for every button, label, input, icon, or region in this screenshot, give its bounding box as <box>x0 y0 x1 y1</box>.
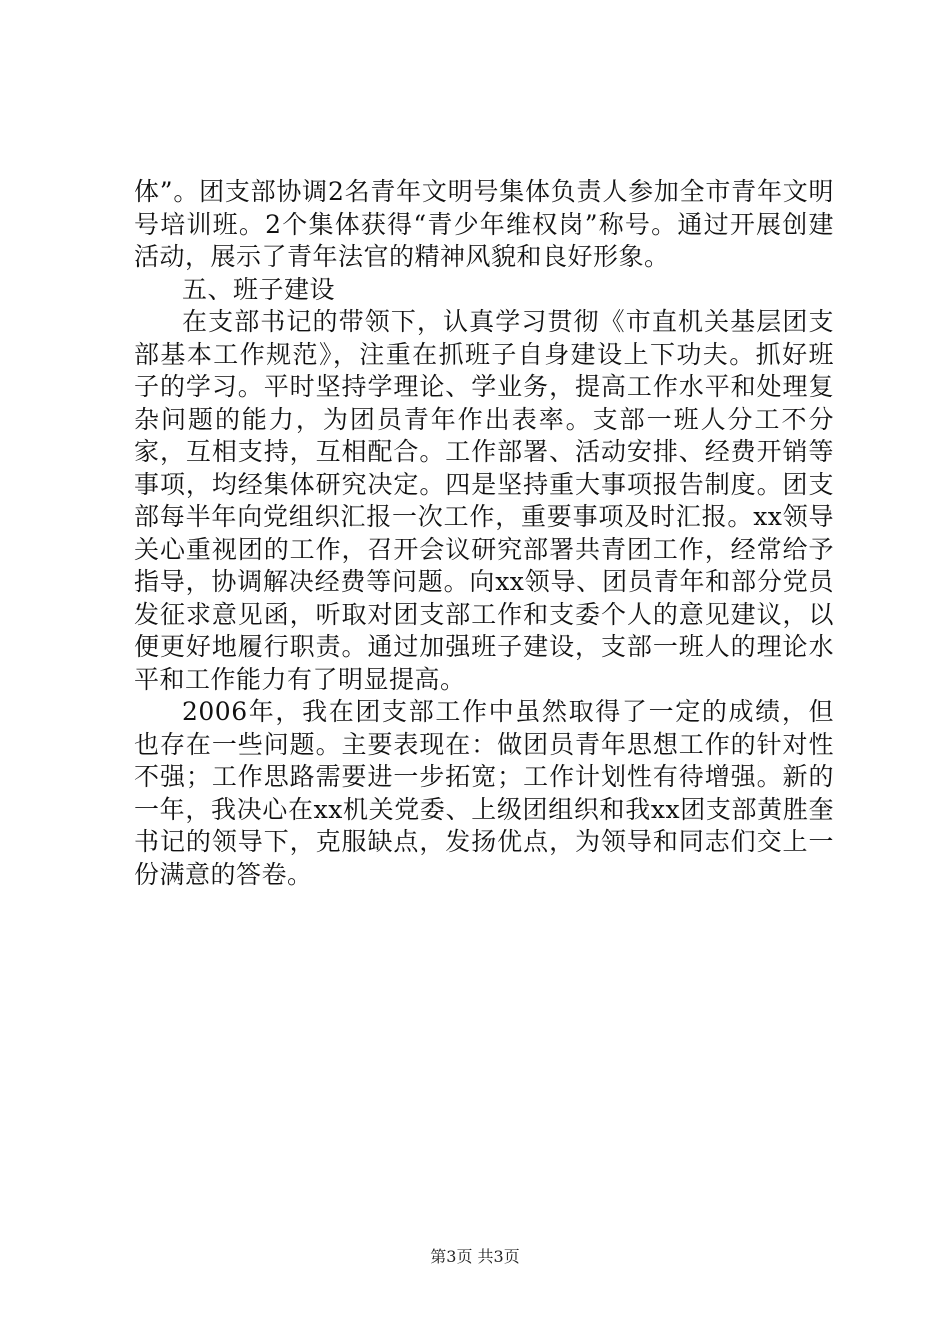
document-body <box>134 176 834 891</box>
paragraph-summary: 2006年，我在团支部工作中虽然取得了一定的成绩，但也存在一些问题。主要表现在：做团员青年思想工作的针对性不强；工作思路需要进一步拓宽；工作计划性有待增强。新的一年，我决心在xx机关党委、上级团组织和我xx团支部黄胜奎书记的领导下，克服缺点，发扬优点，为领导和同志们交上一份满意的答卷。 <box>134 697 834 889</box>
section-heading: 五、班子建设 <box>182 274 336 304</box>
paragraph-team-building: 在支部书记的带领下，认真学习贯彻《市直机关基层团支部基本工作规范》，注重在抓班子自身建设上下功夫。抓好班子的学习。平时坚持学理论、学业务，提高工作水平和处理复杂问题的能力，为团员青年作出表率。支部一班人分工不分家，互相支持，互相配合。工作部署、活动安排、经费开销等事项，均经集体研究决定。四是坚持重大事项报告制度。团支部每半年向党组织汇报一次工作，重要事项及时汇报。xx领导关心重视团的工作，召开会议研究部署共青团工作，经常给予指导，协调解决经费等问题。向xx领导、团员青年和部分党员发征求意见函，听取对团支部工作和支委个人的意见建议，以便更好地履行职责。通过加强班子建设，支部一班人的理论水平和工作能力有了明显提高。 <box>134 307 834 694</box>
page-number: 第3页 共3页 <box>430 1247 520 1266</box>
paragraph-continuation: 体”。团支部协调2名青年文明号集体负责人参加全市青年文明号培训班。2个集体获得“青少年维权岗”称号。通过开展创建活动，展示了青年法官的精神风貌和良好形象。 <box>134 177 834 271</box>
